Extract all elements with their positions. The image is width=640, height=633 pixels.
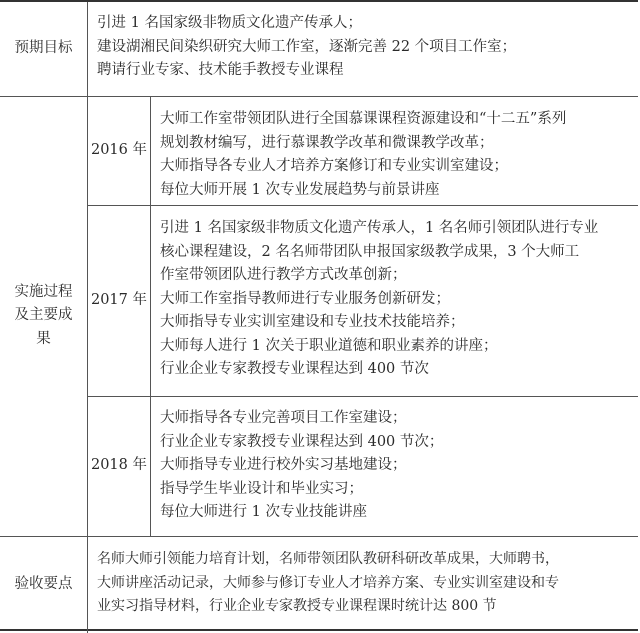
acceptance-content [97, 548, 637, 619]
goal-line: 建设湖湘民间染织研究大师工作室，逐渐完善 22 个项目工作室； [97, 38, 517, 55]
col-divider [87, 536, 88, 633]
acceptance-line: 大师讲座活动记录，大师参与修订专业人才培养方案、专业实训室建设和专 [97, 574, 559, 591]
goal-label [0, 2, 87, 96]
process-label-line: 及主要成 [14, 307, 73, 324]
year-line: 大师工作室指导教师进行专业服务创新研发； [160, 290, 450, 307]
year-line: 作室带领团队进行教学方式改革创新； [160, 267, 407, 283]
year-line: 规划教材编写，进行慕课教学改革和微课教学改革； [160, 134, 494, 151]
row-divider [0, 536, 638, 537]
year-2016-label [88, 96, 150, 205]
year-line: 大师指导专业进行校外实习基地建设； [160, 457, 407, 473]
row-divider [88, 396, 638, 397]
goal-line: 引进 1 名国家级非物质文化遗产传承人； [97, 15, 362, 31]
year-line: 大师指导专业实训室建设和专业技术技能培养； [160, 314, 465, 330]
acceptance-line: 名师大师引领能力培育计划，名师带领团队教研科研改革成果，大师聘书， [97, 551, 559, 567]
year-text: 2017 年 [90, 291, 147, 308]
year-text: 2018 年 [90, 457, 147, 474]
acceptance-line: 业实习指导材料，行业企业专家教授专业课程课时统计达 800 节 [97, 598, 497, 614]
year-2018-content [160, 407, 635, 525]
row-divider [88, 205, 638, 206]
acceptance-label [0, 536, 87, 633]
year-line: 指导学生毕业设计和毕业实习； [160, 480, 363, 497]
acceptance-label-text: 验收要点 [14, 575, 73, 592]
process-label-line: 果 [36, 330, 51, 347]
goal-line: 聘请行业专家、技术能手教授专业课程 [97, 62, 344, 78]
year-2016-content [160, 108, 635, 202]
year-line: 大师每人进行 1 次关于职业道德和职业素养的讲座； [160, 337, 498, 354]
year-2017-label [88, 205, 150, 396]
year-2018-label [88, 396, 150, 536]
process-label [0, 96, 87, 536]
year-line: 大师指导各专业完善项目工作室建设； [160, 410, 407, 426]
year-line: 行业企业专家教授专业课程达到 400 节次； [160, 433, 444, 450]
year-line: 每位大师进行 1 次专业技能讲座 [160, 504, 367, 520]
year-2017-content [160, 217, 635, 382]
col-divider [87, 2, 88, 96]
year-line: 行业企业专家教授专业课程达到 400 节次 [160, 361, 429, 377]
year-line: 核心课程建设，2 名名师带团队申报国家级教学成果，3 个大师工 [160, 243, 580, 260]
goal-content [97, 12, 632, 83]
year-text: 2016 年 [90, 141, 147, 158]
col-divider [150, 96, 151, 536]
process-label-line: 实施过程 [14, 283, 73, 300]
year-line: 大师工作室带领团队进行全国慕课课程资源建设和“十二五”系列 [160, 111, 567, 127]
year-line: 大师指导各专业人才培养方案修订和专业实训室建设； [160, 158, 508, 174]
goal-label-text: 预期目标 [14, 40, 73, 57]
year-line: 引进 1 名国家级非物质文化遗产传承人，1 名名师引领团队进行专业 [160, 220, 599, 236]
year-line: 每位大师开展 1 次专业发展趋势与前景讲座 [160, 181, 440, 198]
